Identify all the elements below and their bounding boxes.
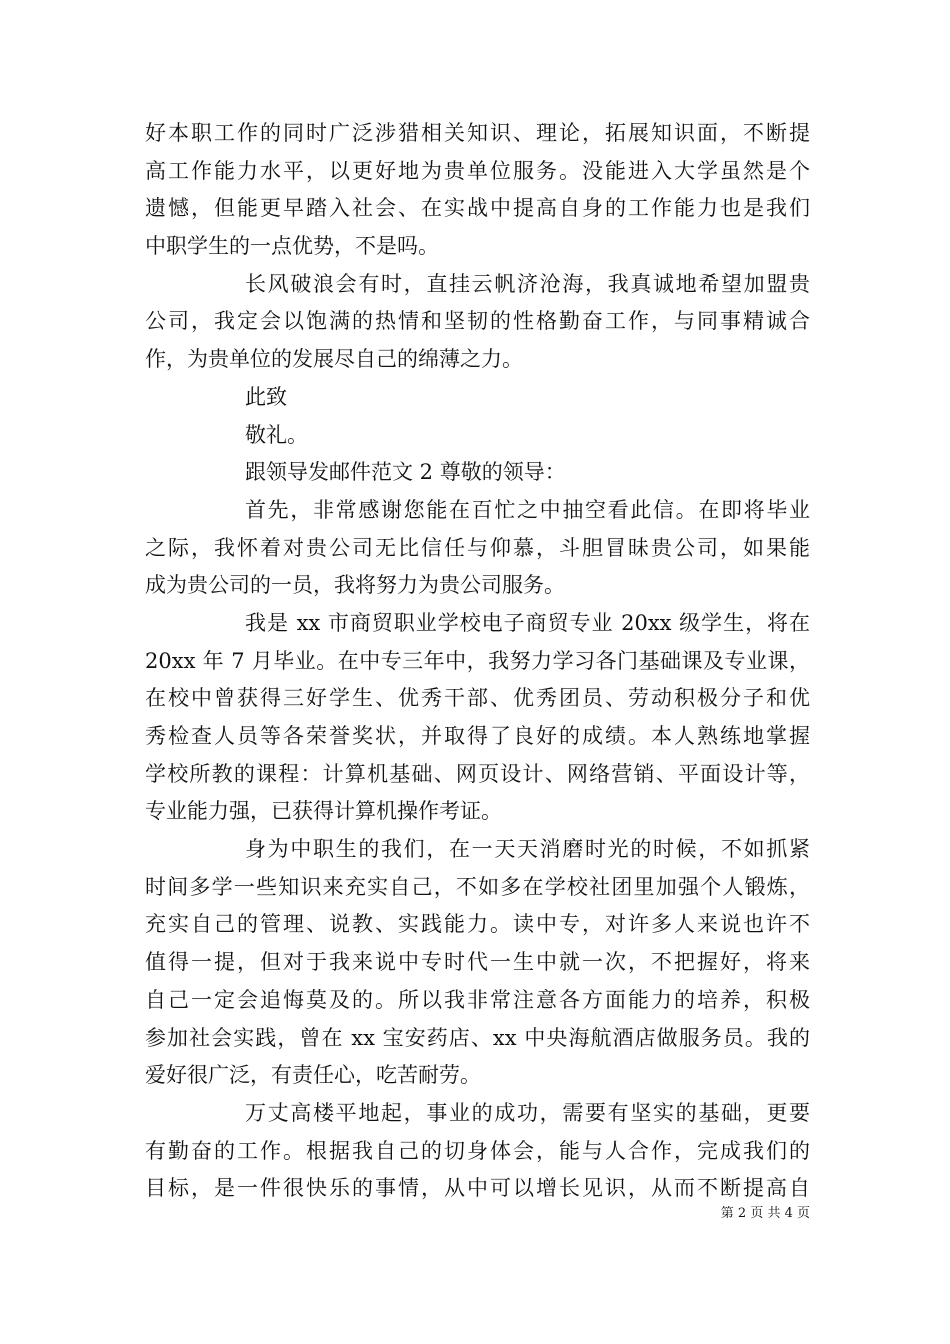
text-line: 秀检查人员等各荣誉奖状，并取得了良好的成绩。本人熟练地掌握 [145,724,810,748]
text-line: 专业能力强，已获得计算机操作考证。 [145,799,502,824]
document-body [145,115,810,1208]
text-line: 作，为贵单位的发展尽自己的绵薄之力。 [145,347,523,372]
text-line: 公司，我定会以饱满的热情和坚韧的性格勤奋工作，与同事精诚合 [145,309,810,334]
text-line: 此致 [245,384,287,409]
text-line: 跟领导发邮件范文 2 尊敬的领导： [245,460,566,485]
text-line: 首先，非常感谢您能在百忙之中抽空看此信。在即将毕业 [245,497,810,522]
text-line: 好本职工作的同时广泛涉猎相关知识、理论，拓展知识面，不断提 [145,121,810,145]
text-line: 成为贵公司的一员，我将努力为贵公司服务。 [145,573,565,598]
text-line: 在校中曾获得三好学生、优秀干部、优秀团员、劳动积极分子和优 [145,686,810,711]
text-line: 身为中职生的我们，在一天天消磨时光的时候，不如抓紧 [245,837,810,862]
text-line: 之际，我怀着对贵公司无比信任与仰慕，斗胆冒昧贵公司，如果能 [145,535,810,560]
text-line: 万丈高楼平地起，事业的成功，需要有坚实的基础，更要 [245,1100,810,1125]
text-line: 充实自己的管理、说教、实践能力。读中专，对许多人来说也许不 [145,912,810,937]
text-line: 长风破浪会有时，直挂云帆济沧海，我真诚地希望加盟贵 [245,271,810,296]
text-line: 目标，是一件很快乐的事情，从中可以增长见识，从而不断提高自 [145,1176,810,1201]
text-line: 中职学生的一点优势，不是吗。 [145,234,439,259]
text-line: 学校所教的课程：计算机基础、网页设计、网络营销、平面设计等， [145,761,810,786]
text-line: 我是 xx 市商贸职业学校电子商贸专业 20xx 级学生，将在 [245,610,810,635]
text-line: 值得一提，但对于我来说中专时代一生中就一次，不把握好，将来 [145,950,810,975]
text-line: 参加社会实践，曾在 xx 宝安药店、xx 中央海航酒店做服务员。我的 [145,1025,810,1050]
text-line: 有勤奋的工作。根据我自己的切身体会，能与人合作，完成我们的 [145,1138,810,1163]
text-line: 高工作能力水平，以更好地为贵单位服务。没能进入大学虽然是个 [145,158,810,183]
text-line: 遗憾，但能更早踏入社会、在实战中提高自身的工作能力也是我们 [145,196,810,221]
text-line: 自己一定会追悔莫及的。所以我非常注意各方面能力的培养，积极 [145,987,810,1012]
text-line: 20xx 年 7 月毕业。在中专三年中，我努力学习各门基础课及专业课， [145,648,810,673]
text-line: 时间多学一些知识来充实自己，不如多在学校社团里加强个人锻炼， [145,874,810,899]
text-line: 敬礼。 [245,422,308,447]
page-footer: 第 2 页 共 4 页 [720,1206,810,1221]
text-line: 爱好很广泛，有责任心，吃苦耐劳。 [145,1063,481,1088]
